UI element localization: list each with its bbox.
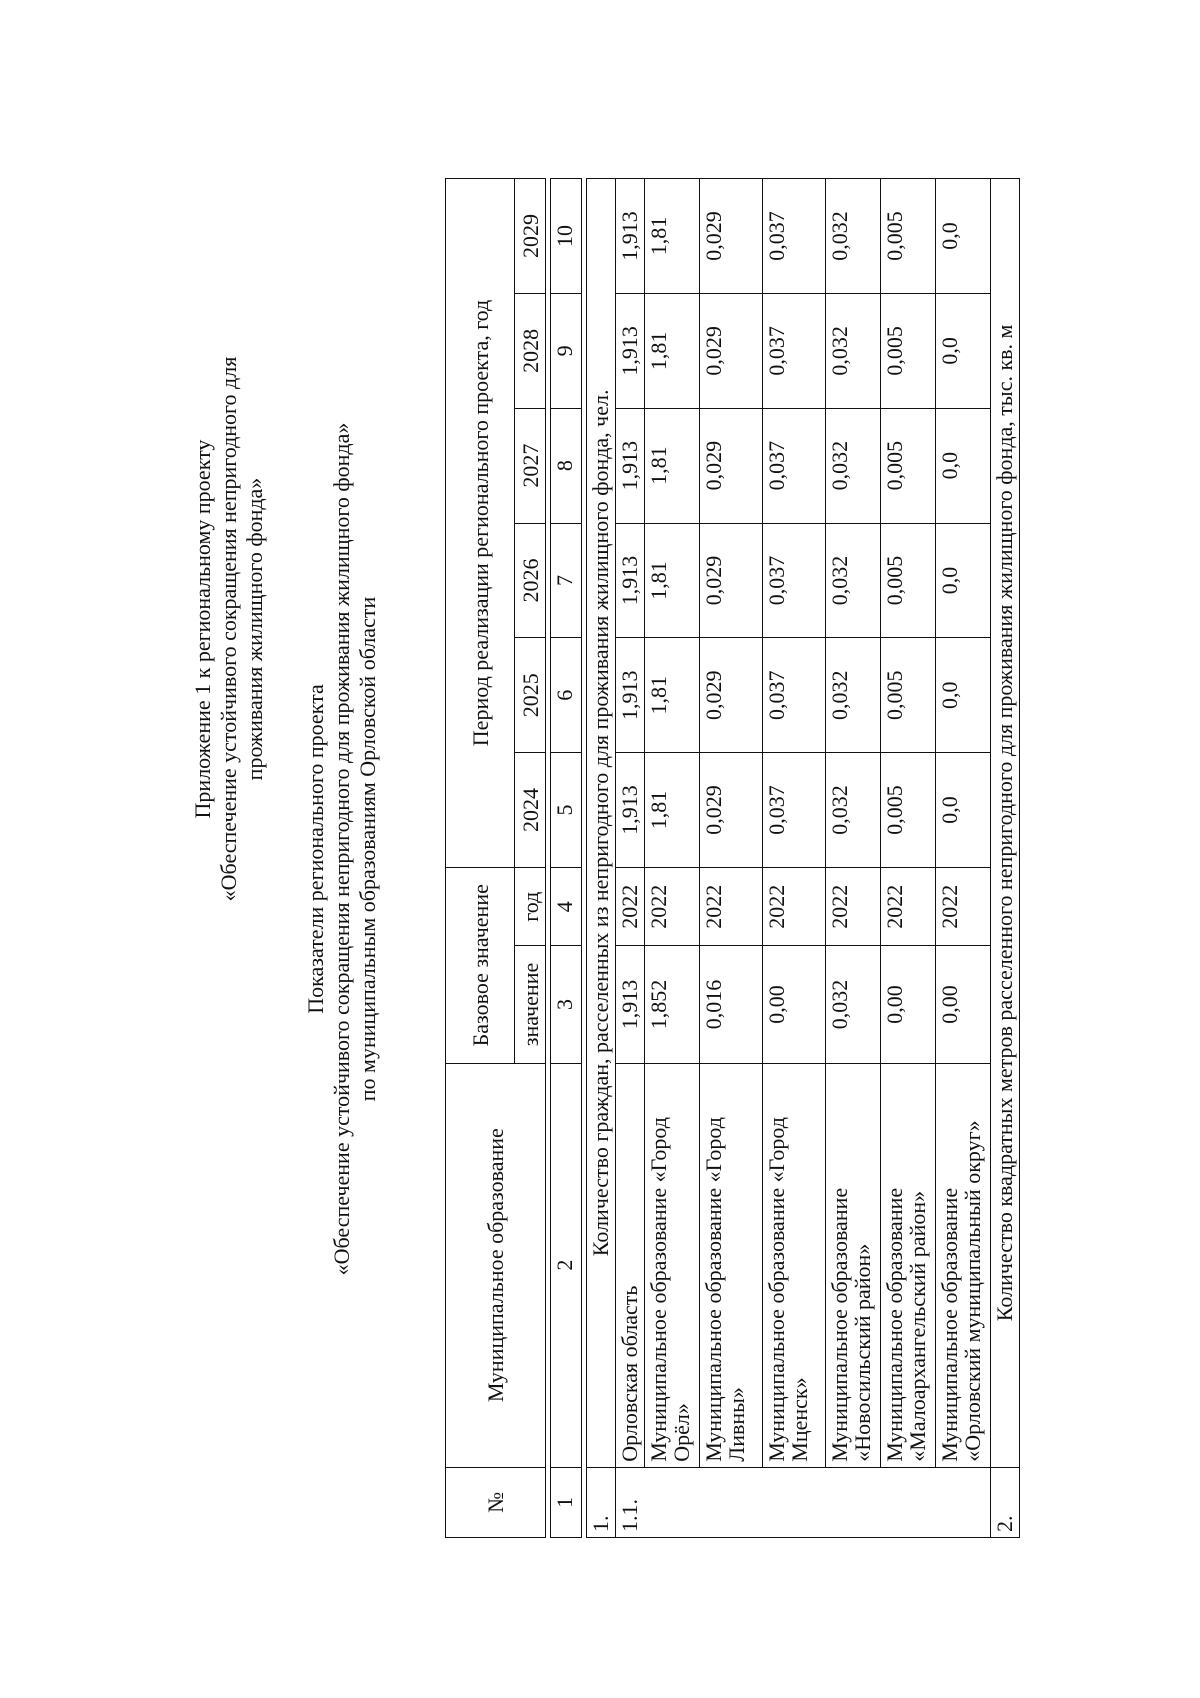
table-row: [826, 179, 881, 1538]
row-number: 1.1.: [616, 1467, 991, 1537]
indicators-table: [445, 178, 1020, 1538]
year-value: 0,029: [700, 638, 763, 753]
column-number: 4: [551, 867, 582, 945]
year-value: 0,0: [936, 753, 991, 868]
year-value: 0,037: [763, 753, 826, 868]
year-value: 0,0: [936, 179, 991, 294]
year-value: 0,032: [826, 293, 881, 408]
base-year: 2022: [936, 867, 991, 945]
year-value: 0,0: [936, 293, 991, 408]
column-number: 1: [551, 1467, 582, 1537]
header-year: 2028: [515, 293, 546, 408]
document-title: [303, 0, 381, 1698]
title-line: Показатели регионального проекта: [303, 684, 328, 1014]
column-number: 7: [551, 523, 582, 638]
year-value: 0,037: [763, 293, 826, 408]
year-value: 0,032: [826, 753, 881, 868]
header-year: 2026: [515, 523, 546, 638]
section-title: Количество квадратных метров расселенного непригодного для проживания жилищного фонда, тыс. кв. м: [991, 179, 1020, 1468]
appendix-header: [190, 0, 268, 1478]
column-number: 6: [551, 638, 582, 753]
year-value: 0,005: [881, 638, 936, 753]
base-value: 0,00: [936, 946, 991, 1063]
header-no: №: [446, 1467, 546, 1537]
year-value: 0,037: [763, 523, 826, 638]
base-year: 2022: [826, 867, 881, 945]
municipality-name: Муниципальное образование «Новосильский район»: [826, 1063, 881, 1467]
header-base-value: значение: [515, 946, 546, 1063]
column-numbers-row: [551, 179, 582, 1538]
header-year: 2029: [515, 179, 546, 294]
column-number: 2: [551, 1063, 582, 1467]
base-year: 2022: [645, 867, 700, 945]
year-value: 1,913: [616, 638, 645, 753]
year-value: 0,037: [763, 408, 826, 523]
section-row: [991, 179, 1020, 1538]
year-value: 1,81: [645, 179, 700, 294]
column-number: 9: [551, 293, 582, 408]
base-value: 1,913: [616, 946, 645, 1063]
municipality-name: Муниципальное образование «Город Мценск»: [763, 1063, 826, 1467]
base-value: 0,00: [763, 946, 826, 1063]
appendix-line: «Обеспечение устойчивого сокращения непригодного для: [216, 356, 241, 902]
table-row: [616, 179, 645, 1538]
year-value: 1,81: [645, 293, 700, 408]
base-year: 2022: [881, 867, 936, 945]
header-base-year: год: [515, 867, 546, 945]
year-value: 0,032: [826, 179, 881, 294]
section-row: [587, 179, 616, 1538]
year-value: 1,913: [616, 179, 645, 294]
municipality-name: Муниципальное образование «Малоархангельский район»: [881, 1063, 936, 1467]
base-value: 0,00: [881, 946, 936, 1063]
year-value: 0,037: [763, 179, 826, 294]
appendix-line: проживания жилищного фонда»: [242, 477, 267, 781]
year-value: 0,029: [700, 179, 763, 294]
year-value: 0,032: [826, 638, 881, 753]
year-value: 0,032: [826, 408, 881, 523]
year-value: 0,029: [700, 408, 763, 523]
municipality-name: Муниципальное образование «Город Ливны»: [700, 1063, 763, 1467]
year-value: 0,0: [936, 523, 991, 638]
base-value: 1,852: [645, 946, 700, 1063]
section-number: 2.: [991, 1467, 1020, 1537]
base-value: 0,032: [826, 946, 881, 1063]
year-value: 1,913: [616, 523, 645, 638]
column-number: 5: [551, 753, 582, 868]
municipality-name: Муниципальное образование «Город Орёл»: [645, 1063, 700, 1467]
municipality-name: Муниципальное образование «Орловский муниципальный округ»: [936, 1063, 991, 1467]
year-value: 0,005: [881, 293, 936, 408]
year-value: 0,029: [700, 293, 763, 408]
year-value: 0,0: [936, 408, 991, 523]
table-row: [881, 179, 936, 1538]
year-value: 1,81: [645, 408, 700, 523]
table-row: [645, 179, 700, 1538]
title-line: «Обеспечение устойчивого сокращения непригодного для проживания жилищного фонда»: [329, 422, 354, 1276]
header-year: 2025: [515, 638, 546, 753]
year-value: 0,029: [700, 753, 763, 868]
header-municipality: Муниципальное образование: [446, 1063, 546, 1467]
column-number: 10: [551, 179, 582, 294]
base-year: 2022: [763, 867, 826, 945]
base-value: 0,016: [700, 946, 763, 1063]
section-number: 1.: [587, 1467, 616, 1537]
year-value: 1,913: [616, 293, 645, 408]
year-value: 0,029: [700, 523, 763, 638]
year-value: 0,005: [881, 753, 936, 868]
year-value: 0,037: [763, 638, 826, 753]
table-row: [763, 179, 826, 1538]
column-number: 3: [551, 946, 582, 1063]
appendix-line: Приложение 1 к региональному проекту: [190, 439, 215, 819]
title-line: по муниципальным образованиям Орловской области: [355, 596, 380, 1102]
year-value: 0,005: [881, 408, 936, 523]
municipality-name: Орловская область: [616, 1063, 645, 1467]
year-value: 0,005: [881, 523, 936, 638]
header-base: Базовое значение: [446, 867, 515, 1063]
table-row: [936, 179, 991, 1538]
year-value: 0,0: [936, 638, 991, 753]
section-title: Количество граждан, расселенных из непригодного для проживания жилищного фонда, чел.: [587, 179, 616, 1468]
year-value: 0,032: [826, 523, 881, 638]
year-value: 1,81: [645, 638, 700, 753]
table-row: [700, 179, 763, 1538]
base-year: 2022: [700, 867, 763, 945]
year-value: 1,81: [645, 753, 700, 868]
header-period: Период реализации регионального проекта, год: [446, 179, 515, 868]
year-value: 1,913: [616, 753, 645, 868]
header-year: 2027: [515, 408, 546, 523]
year-value: 1,913: [616, 408, 645, 523]
year-value: 0,005: [881, 179, 936, 294]
header-year: 2024: [515, 753, 546, 868]
base-year: 2022: [616, 867, 645, 945]
column-number: 8: [551, 408, 582, 523]
year-value: 1,81: [645, 523, 700, 638]
